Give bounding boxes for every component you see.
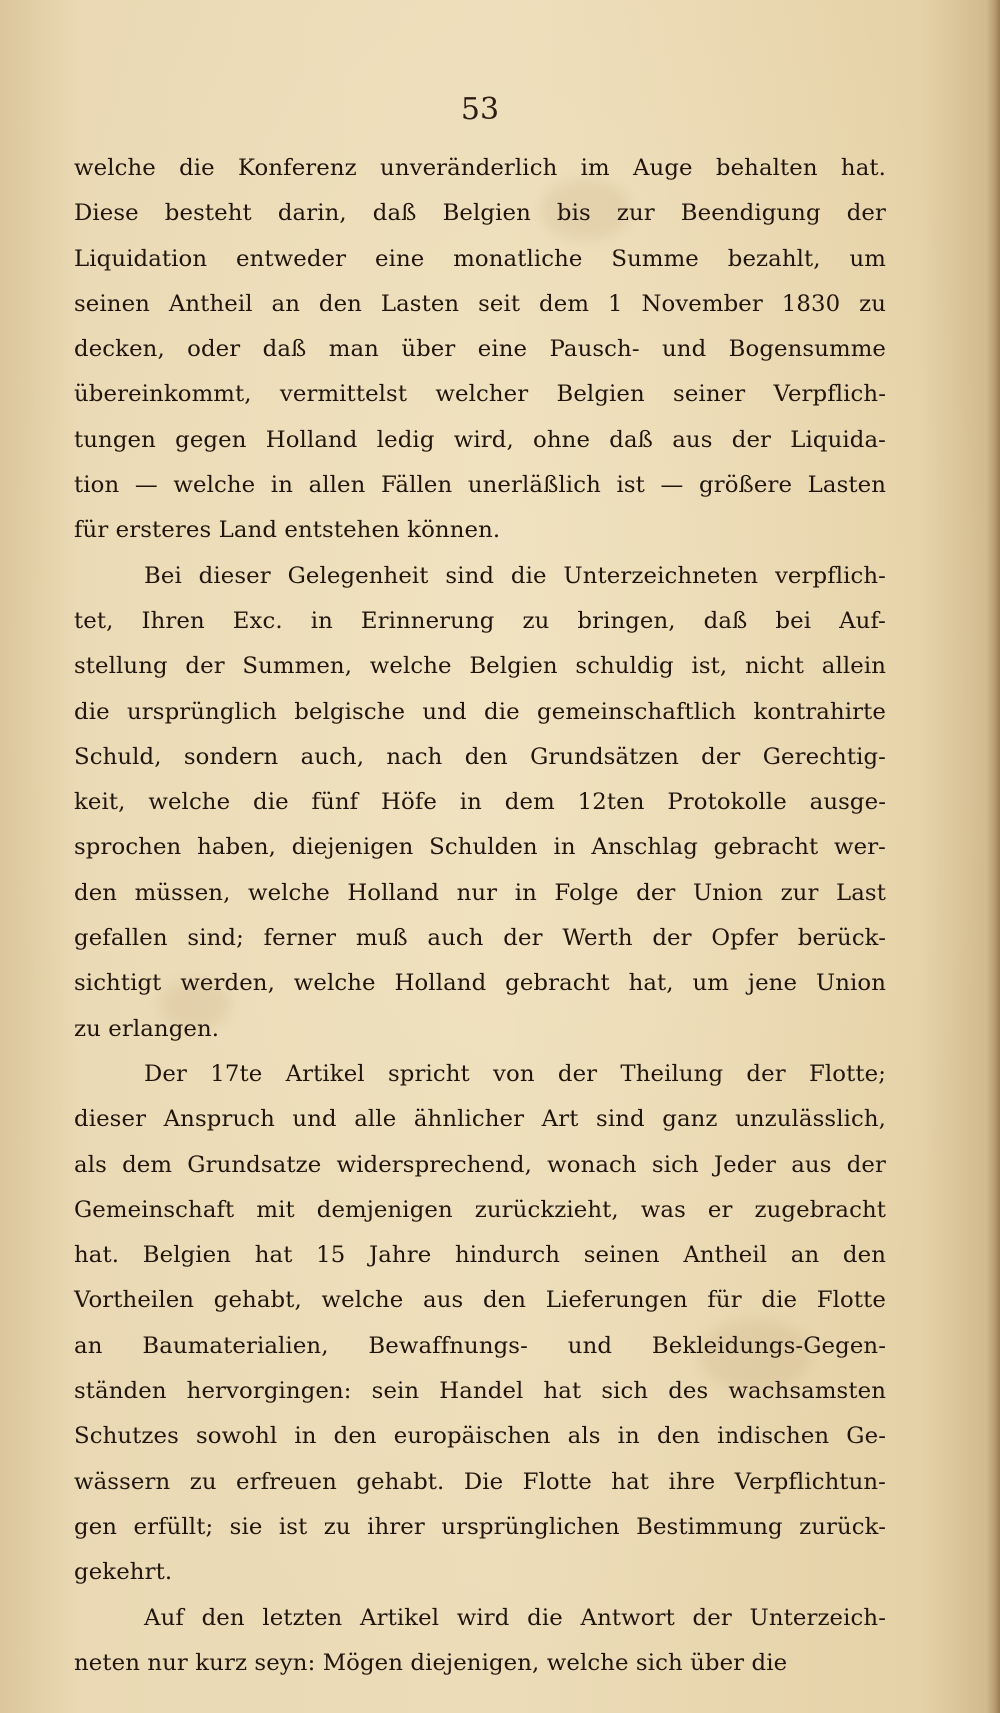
paragraph [74,554,886,1052]
text-line: Gemeinschaft mit demjenigen zurückzieht, was er zugebracht [74,1196,886,1223]
text-line: keit, welche die fünf Höfe in dem 12ten Protokolle ausge- [74,789,886,816]
text-line: für ersteres Land entstehen können. [74,517,501,544]
text-line: stellung der Summen, welche Belgien schuldig ist, nicht allein [74,653,886,680]
text-line: tungen gegen Holland ledig wird, ohne daß aus der Liquida- [74,426,886,453]
text-line: tet, Ihren Exc. in Erinnerung zu bringen, daß bei Auf- [74,607,886,634]
text-line: Schutzes sowohl in den europäischen als in den indischen Ge- [74,1423,886,1450]
text-line: seinen Antheil an den Lasten seit dem 1 November 1830 zu [74,290,886,317]
text-line: gefallen sind; ferner muß auch der Werth der Opfer berück- [74,925,886,952]
text-line: neten nur kurz seyn: Mögen diejenigen, welche sich über die [74,1649,788,1676]
text-line: Der 17te Artikel spricht von der Theilung der Flotte; [144,1060,886,1087]
text-line: wässern zu erfreuen gehabt. Die Flotte hat ihre Verpflichtun- [74,1468,886,1495]
text-line: ständen hervorgingen: sein Handel hat sich des wachsamsten [74,1378,886,1405]
paragraph [74,146,886,554]
paragraph [74,1052,886,1596]
text-line: Auf den letzten Artikel wird die Antwort der Unterzeich- [144,1604,886,1631]
text-line: gekehrt. [74,1559,173,1586]
text-line: dieser Anspruch und alle ähnlicher Art sind ganz unzulässlich, [74,1106,886,1133]
page-edge-shadow [986,0,1000,1713]
text-line: die ursprünglich belgische und die gemeinschaftlich kontrahirte [74,698,886,725]
text-line: übereinkommt, vermittelst welcher Belgien seiner Verpflich- [74,381,886,408]
text-line: Bei dieser Gelegenheit sind die Unterzeichneten verpflich- [144,562,886,589]
paragraph [74,1596,886,1687]
page-number: 53 [460,92,500,127]
text-line: den müssen, welche Holland nur in Folge der Union zur Last [74,879,886,906]
text-line: sprochen haben, diejenigen Schulden in Anschlag gebracht wer- [74,834,886,861]
text-line: decken, oder daß man über eine Pausch- und Bogensumme [74,336,886,363]
text-line: als dem Grundsatze widersprechend, wonach sich Jeder aus der [74,1151,886,1178]
text-line: tion — welche in allen Fällen unerläßlich ist — größere Lasten [74,472,886,499]
text-line: gen erfüllt; sie ist zu ihrer ursprünglichen Bestimmung zurück- [74,1513,886,1540]
body-text [74,146,886,1686]
text-line: zu erlangen. [74,1015,220,1042]
text-line: Diese besteht darin, daß Belgien bis zur Beendigung der [74,200,886,227]
text-line: an Baumaterialien, Bewaffnungs- und Bekleidungs-Gegen- [74,1332,886,1359]
text-line: welche die Konferenz unveränderlich im Auge behalten hat. [74,155,886,181]
text-line: Liquidation entweder eine monatliche Summe bezahlt, um [74,245,886,272]
text-line: sichtigt werden, welche Holland gebracht hat, um jene Union [74,970,886,997]
text-line: Vortheilen gehabt, welche aus den Lieferungen für die Flotte [74,1287,886,1314]
text-line: Schuld, sondern auch, nach den Grundsätzen der Gerechtig- [74,743,886,770]
text-line: hat. Belgien hat 15 Jahre hindurch seinen Antheil an den [74,1242,886,1269]
